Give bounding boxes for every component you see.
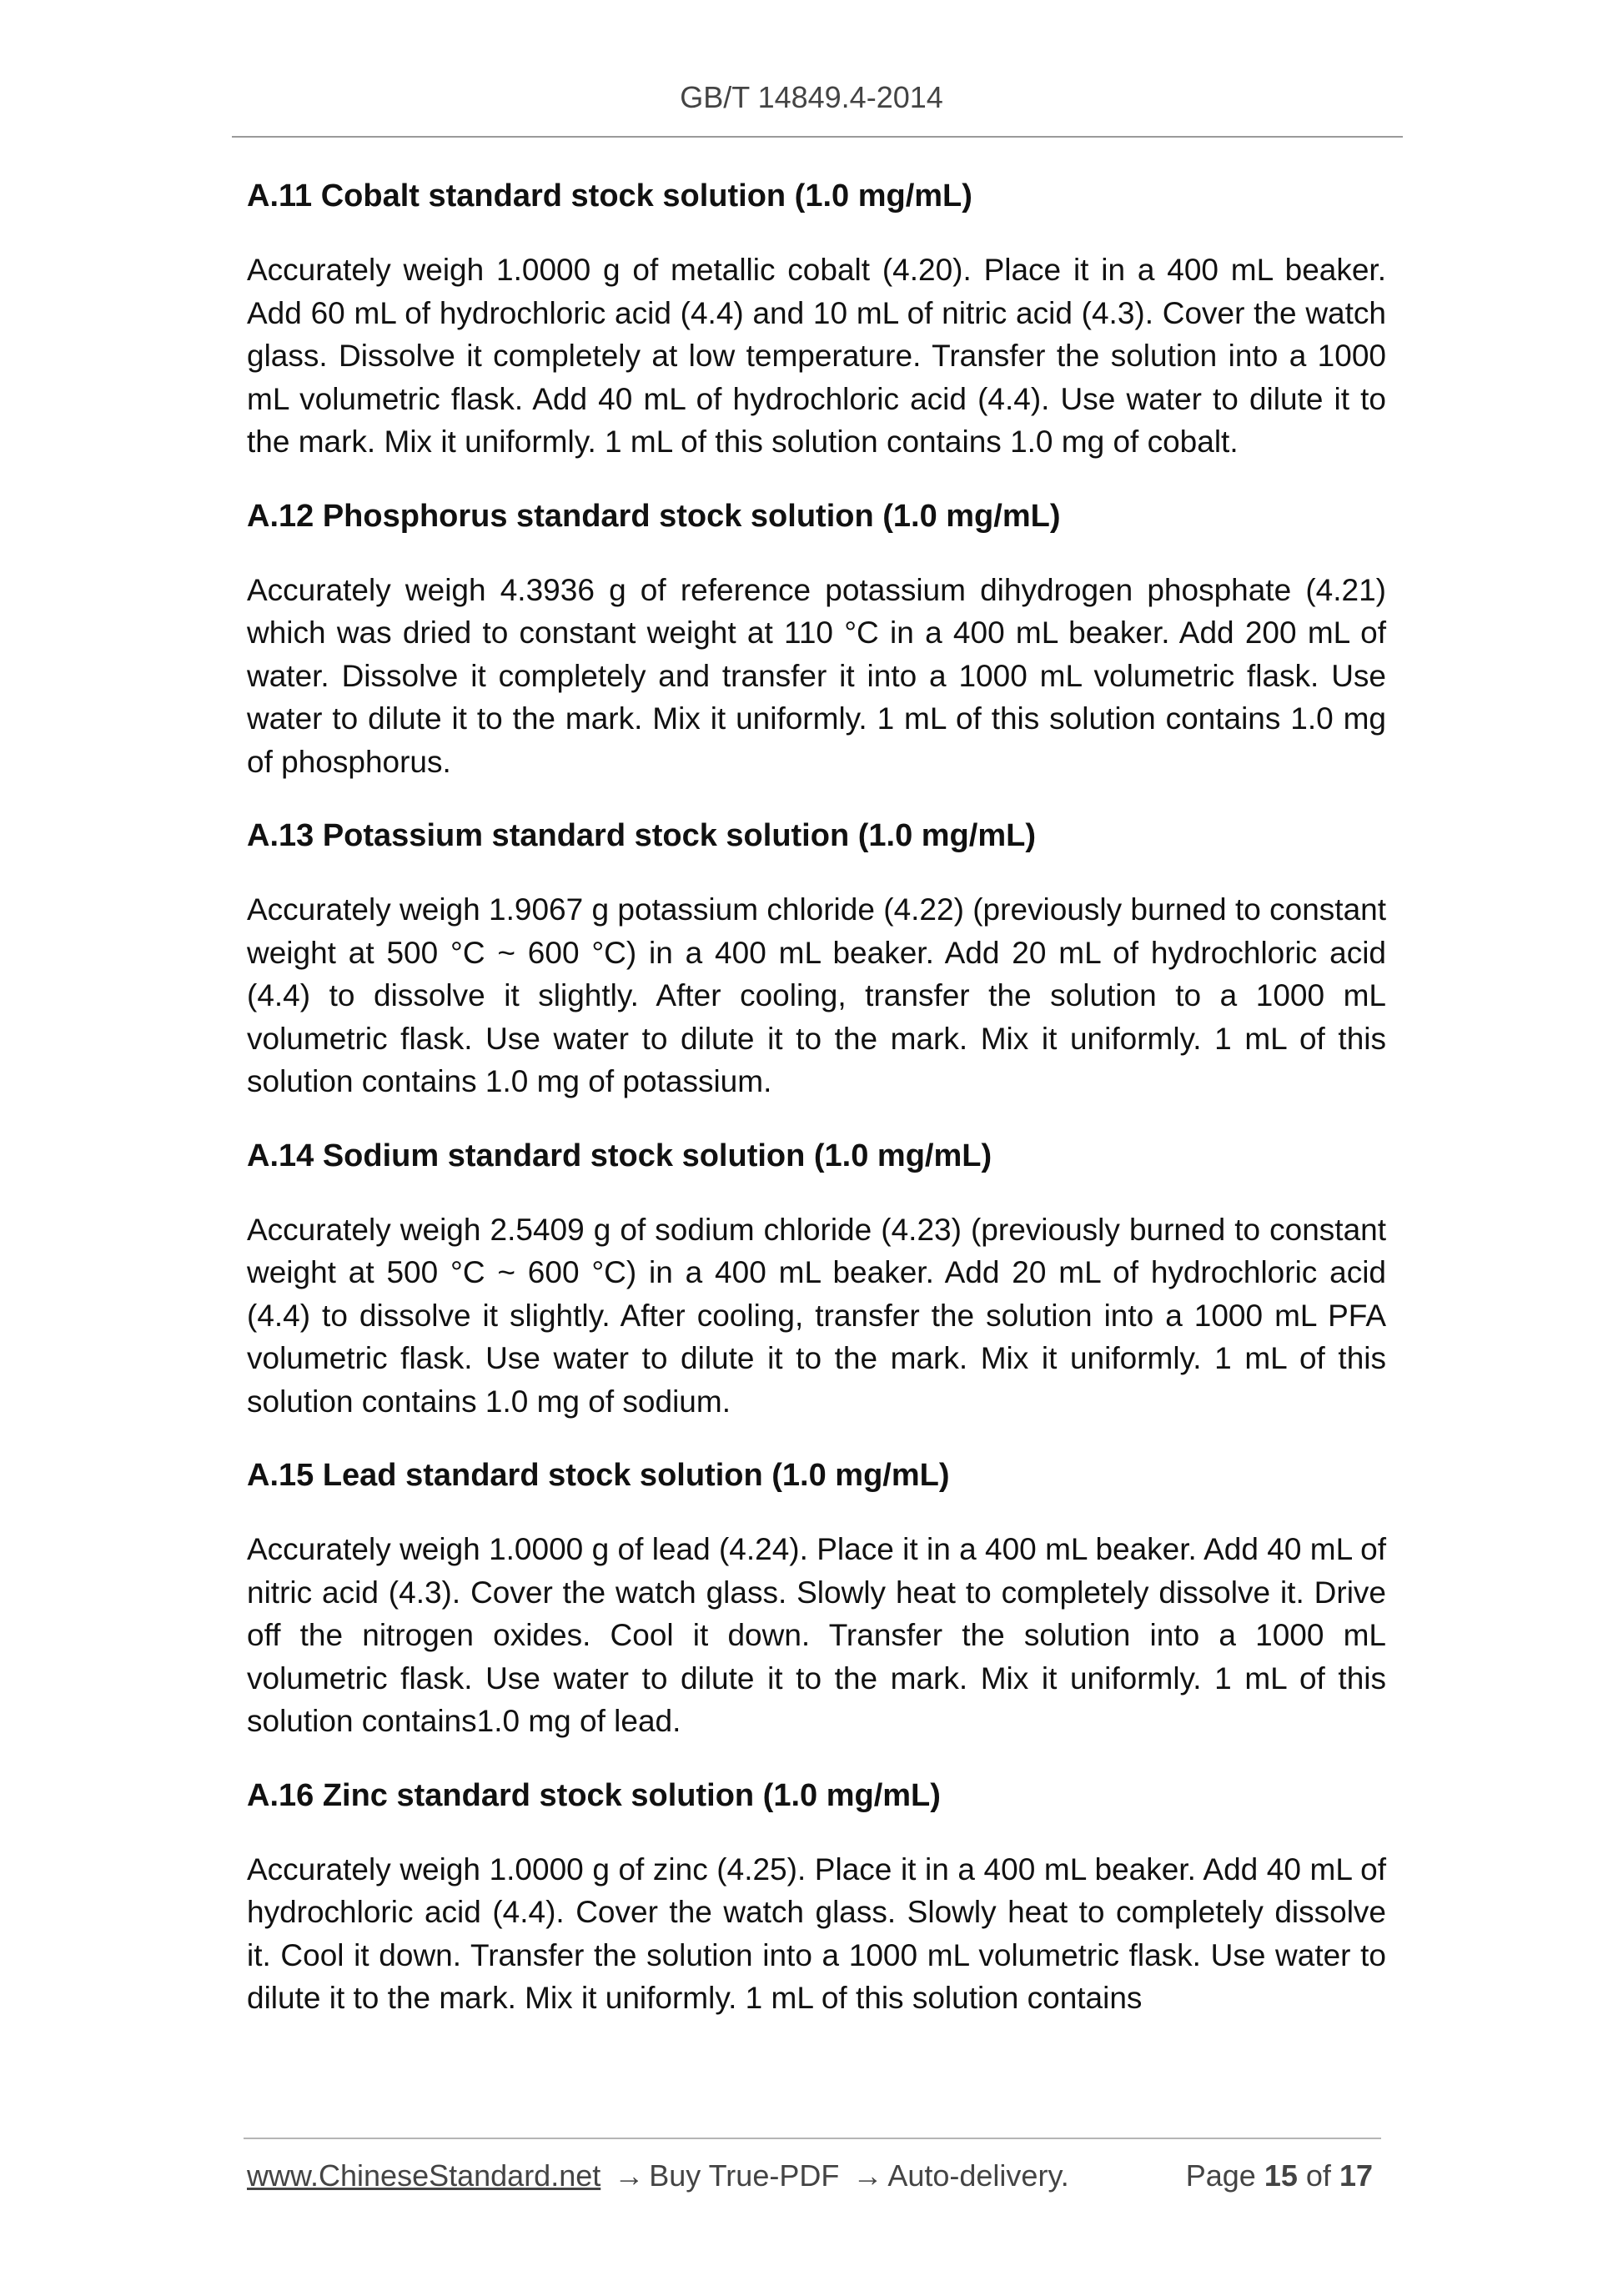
footer-divider xyxy=(244,2138,1381,2139)
page-footer xyxy=(247,2158,1381,2200)
section-heading: A.12 Phosphorus standard stock solution (1.0 mg/mL) xyxy=(247,498,1061,534)
header-divider xyxy=(232,136,1403,138)
website-link[interactable]: www.ChineseStandard.net xyxy=(247,2158,601,2193)
delivery-text: Auto-delivery. xyxy=(887,2158,1069,2193)
section-paragraph: Accurately weigh 4.3936 g of reference potassium dihydrogen phosphate (4.21) which was dried to constant weight at 110 °C in a 400 mL beaker. Add 200 mL of water. Dissolve it completely and transfer it into a 1000 mL volumetric flask. Use water to dilute it to the mark. Mix it uniformly. 1 mL of this solution contains 1.0 mg of phosphorus. xyxy=(247,572,1386,779)
arrow-right-icon: → xyxy=(614,2158,645,2193)
section-a16 xyxy=(247,1775,1386,2020)
section-heading: A.14 Sodium standard stock solution (1.0 mg/mL) xyxy=(247,1138,992,1173)
footer-promo xyxy=(247,2158,1069,2193)
section-a13 xyxy=(247,815,1386,1103)
section-paragraph: Accurately weigh 1.9067 g potassium chloride (4.22) (previously burned to constant weight at 500 °C ~ 600 °C) in a 400 mL beaker. Add 20 mL of hydrochloric acid (4.4) to dissolve it slightly. After cooling, transfer the solution to a 1000 mL volumetric flask. Use water to dilute it to the mark. Mix it uniformly. 1 mL of this solution contains 1.0 mg of potassium. xyxy=(247,892,1386,1098)
section-a15 xyxy=(247,1454,1386,1743)
of-label: of xyxy=(1305,2158,1331,2193)
page-label: Page xyxy=(1185,2158,1256,2193)
section-paragraph: Accurately weigh 1.0000 g of metallic cobalt (4.20). Place it in a 400 mL beaker. Add 60 mL of hydrochloric acid (4.4) and 10 mL of nitric acid (4.3). Cover the watch glass. Dissolve it completely at low temperature. Transfer the solution into a 1000 mL volumetric flask. Add 40 mL of hydrochloric acid (4.4). Use water to dilute it to the mark. Mix it uniformly. 1 mL of this solution contains 1.0 mg of cobalt. xyxy=(247,253,1386,459)
section-paragraph: Accurately weigh 2.5409 g of sodium chloride (4.23) (previously burned to constant weight at 500 °C ~ 600 °C) in a 400 mL beaker. Add 20 mL of hydrochloric acid (4.4) to dissolve it slightly. After cooling, transfer the solution into a 1000 mL PFA volumetric flask. Use water to dilute it to the mark. Mix it uniformly. 1 mL of this solution contains 1.0 mg of sodium. xyxy=(247,1212,1386,1419)
section-heading: A.15 Lead standard stock solution (1.0 mg/mL) xyxy=(247,1458,950,1493)
document-header: GB/T 14849.4-2014 xyxy=(680,80,943,114)
arrow-right-icon: → xyxy=(852,2158,883,2193)
section-a11 xyxy=(247,175,1386,464)
document-body xyxy=(247,175,1386,2052)
section-a14 xyxy=(247,1135,1386,1424)
section-heading: A.11 Cobalt standard stock solution (1.0 mg/mL) xyxy=(247,178,972,214)
section-paragraph: Accurately weigh 1.0000 g of lead (4.24). Place it in a 400 mL beaker. Add 40 mL of nitric acid (4.3). Cover the watch glass. Slowly heat to completely dissolve it. Drive off the nitrogen oxides. Cool it down. Transfer the solution into a 1000 mL volumetric flask. Use water to dilute it to the mark. Mix it uniformly. 1 mL of this solution contains1.0 mg of lead. xyxy=(247,1532,1386,1738)
current-page: 15 xyxy=(1264,2158,1298,2193)
buy-text: Buy True-PDF xyxy=(649,2158,840,2193)
total-pages: 17 xyxy=(1339,2158,1373,2193)
section-heading: A.13 Potassium standard stock solution (1.0 mg/mL) xyxy=(247,818,1036,853)
page-number xyxy=(1186,2158,1373,2193)
section-a12 xyxy=(247,495,1386,784)
section-paragraph: Accurately weigh 1.0000 g of zinc (4.25). Place it in a 400 mL beaker. Add 40 mL of hydrochloric acid (4.4). Cover the watch glass. Slowly heat to completely dissolve it. Cool it down. Transfer the solution into a 1000 mL volumetric flask. Use water to dilute it to the mark. Mix it uniformly. 1 mL of this solution contains xyxy=(247,1851,1386,2015)
section-heading: A.16 Zinc standard stock solution (1.0 mg/mL) xyxy=(247,1777,941,1813)
